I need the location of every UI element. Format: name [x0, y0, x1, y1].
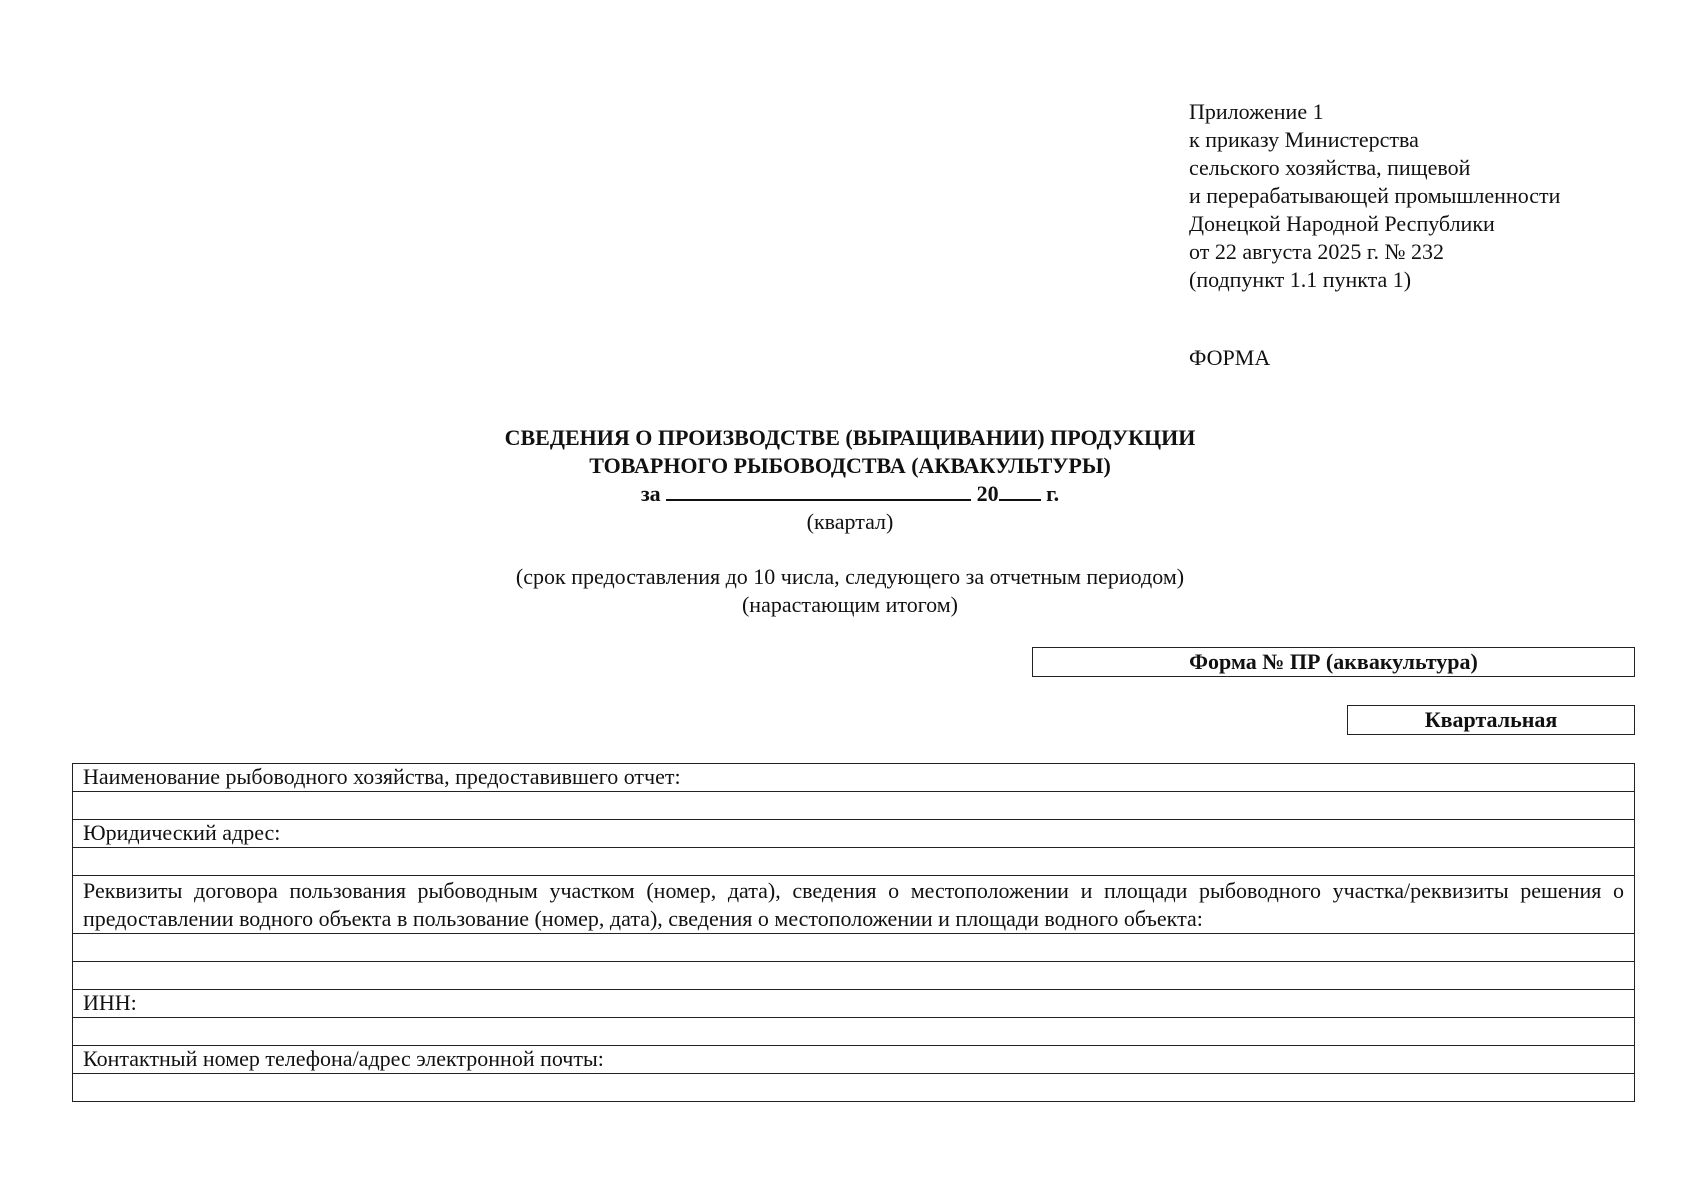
contract-details-label: Реквизиты договора пользования рыбоводным участком (номер, дата), сведения о местоположении и площади рыбоводного участка/реквизиты решения о предоставлении водного объекта в пользование (номер, дата), сведения о местоположении и площади водного объекта: [73, 876, 1635, 934]
inn-label: ИНН: [73, 990, 1635, 1018]
deadline-line-1: (срок предоставления до 10 числа, следующего за отчетным периодом) [515, 564, 1185, 589]
respondent-info-table [72, 763, 1635, 1102]
document-title [300, 424, 1400, 536]
table-row [73, 1074, 1635, 1102]
appendix-line: и перерабатывающей промышленности [1189, 183, 1561, 208]
title-line-1: СВЕДЕНИЯ О ПРОИЗВОДСТВЕ (ВЫРАЩИВАНИИ) ПРОДУКЦИИ [504, 425, 1196, 450]
appendix-line: от 22 августа 2025 г. № 232 [1189, 239, 1444, 264]
appendix-line: сельского хозяйства, пищевой [1189, 155, 1471, 180]
appendix-line: Донецкой Народной Республики [1189, 211, 1495, 236]
organization-name-field[interactable] [73, 792, 1635, 820]
organization-name-label: Наименование рыбоводного хозяйства, предоставившего отчет: [73, 764, 1635, 792]
table-row [73, 820, 1635, 848]
appendix-line: к приказу Министерства [1189, 127, 1419, 152]
appendix-header [1189, 98, 1560, 294]
year-prefix: 20 [976, 481, 999, 506]
period-prefix: за [640, 481, 661, 506]
table-row [73, 1046, 1635, 1074]
periodicity-box: Квартальная [1347, 705, 1635, 735]
reporting-period-line [300, 480, 1400, 508]
title-line-2: ТОВАРНОГО РЫБОВОДСТВА (АКВАКУЛЬТУРЫ) [589, 453, 1111, 478]
legal-address-label: Юридический адрес: [73, 820, 1635, 848]
contact-label: Контактный номер телефона/адрес электронной почты: [73, 1046, 1635, 1074]
contract-details-field-2[interactable] [73, 962, 1635, 990]
inn-field[interactable] [73, 1018, 1635, 1046]
year-blank-field[interactable] [999, 481, 1041, 501]
table-row [73, 764, 1635, 792]
table-row [73, 990, 1635, 1018]
quarter-blank-field[interactable] [666, 481, 971, 501]
appendix-line: (подпункт 1.1 пункта 1) [1189, 267, 1412, 292]
submission-deadline [300, 563, 1400, 619]
contact-field[interactable] [73, 1074, 1635, 1102]
table-row [73, 934, 1635, 962]
quarter-caption: (квартал) [806, 509, 894, 534]
deadline-line-2: (нарастающим итогом) [741, 592, 958, 617]
form-label: ФОРМА [1189, 345, 1271, 370]
table-row [73, 876, 1635, 934]
table-row [73, 1018, 1635, 1046]
table-row [73, 848, 1635, 876]
year-suffix: г. [1046, 481, 1060, 506]
form-number-box: Форма № ПР (аквакультура) [1032, 647, 1635, 677]
legal-address-field[interactable] [73, 848, 1635, 876]
appendix-line: Приложение 1 [1189, 99, 1324, 124]
contract-details-field-1[interactable] [73, 934, 1635, 962]
table-row [73, 792, 1635, 820]
table-row [73, 962, 1635, 990]
